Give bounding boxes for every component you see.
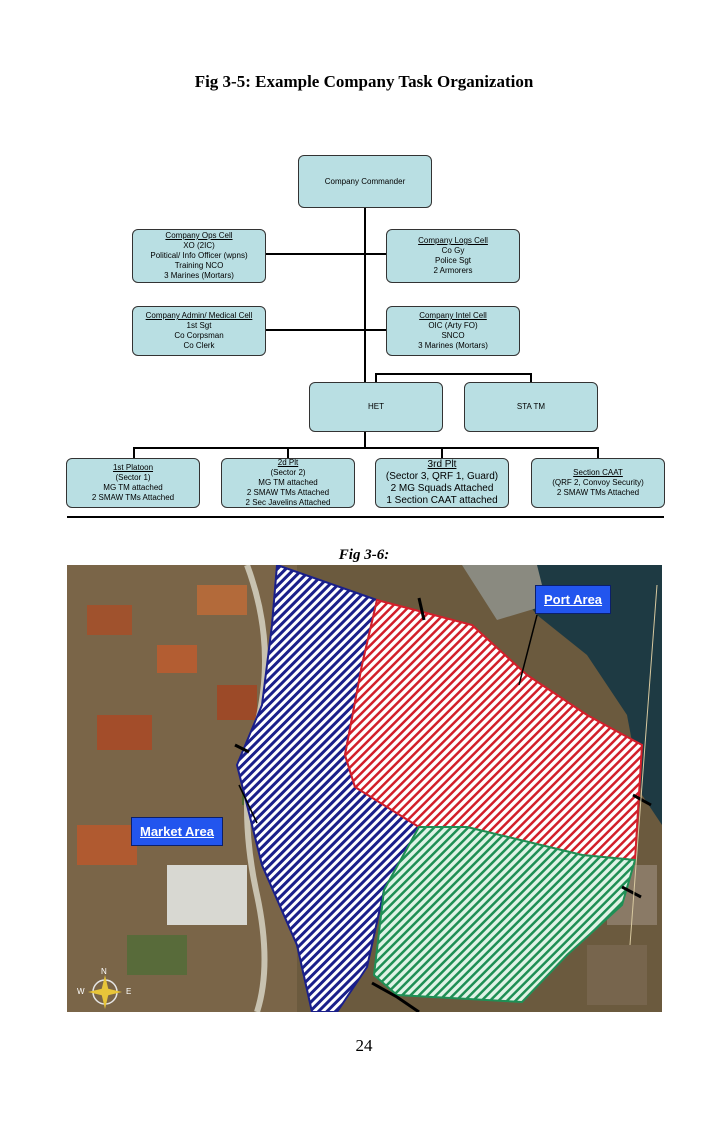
connector-logs	[365, 253, 386, 255]
ops-cell-line: Training NCO	[174, 261, 224, 270]
intel-cell-title: Company Intel Cell	[419, 311, 487, 320]
logs-cell-title: Company Logs Cell	[418, 236, 488, 245]
admin-cell-title: Company Admin/ Medical Cell	[145, 311, 253, 320]
platoon-3-line: 1 Section CAAT attached	[386, 495, 498, 506]
ops-cell-title: Company Ops Cell	[165, 231, 233, 240]
connector-het-drop	[375, 373, 377, 382]
platoon-3-line: (Sector 3, QRF 1, Guard)	[385, 471, 499, 482]
ops-cell-line: 3 Marines (Mortars)	[164, 271, 234, 280]
connector-p1-drop	[133, 447, 135, 458]
platoon-2-line: 2 SMAW TMs Attached	[246, 488, 330, 497]
intel-cell-line: OIC (Arty FO)	[428, 321, 478, 330]
het-box	[309, 382, 443, 432]
intel-cell-line: SNCO	[441, 331, 465, 340]
ops-cell-box	[132, 229, 266, 283]
ops-cell-line: Political/ Info Officer (wpns)	[150, 251, 248, 260]
sta-tm-box	[464, 382, 598, 432]
platoon-2-line: MG TM attached	[258, 478, 318, 487]
connector-p2-drop	[287, 447, 289, 458]
platoon-3-box	[375, 458, 509, 508]
figure-3-6-title: Fig 3-6:	[338, 547, 390, 563]
figure-3-5-title: Fig 3-5: Example Company Task Organization	[194, 72, 534, 91]
het-label: HET	[368, 402, 384, 411]
section-caat-line: (QRF 2, Convoy Security)	[552, 478, 644, 487]
connector-unit-bar	[133, 447, 598, 449]
connector-intel	[365, 329, 386, 331]
intel-cell-box	[386, 306, 520, 356]
platoon-2-line: (Sector 2)	[270, 468, 306, 477]
port-area-label: Port Area	[535, 585, 611, 614]
admin-cell-line: 1st Sgt	[186, 321, 212, 330]
platoon-1-line: 2 SMAW TMs Attached	[91, 493, 175, 502]
connector-support-bar	[375, 373, 531, 375]
admin-cell-line: Co Corpsman	[174, 331, 224, 340]
platoon-1-line: MG TM attached	[103, 483, 163, 492]
logs-cell-line: Co Gy	[441, 246, 465, 255]
platoon-1-title: 1st Platoon	[112, 463, 154, 472]
logs-cell-box	[386, 229, 520, 283]
market-area-label: Market Area	[131, 817, 223, 846]
compass-n-label: N	[101, 967, 107, 976]
section-caat-title: Section CAAT	[573, 468, 623, 477]
company-commander-box	[298, 155, 432, 208]
sta-tm-label: STA TM	[516, 402, 546, 411]
logs-cell-line: Police Sgt	[434, 256, 472, 265]
sector-map-image	[67, 565, 662, 1012]
logs-cell-line: 2 Armorers	[433, 266, 473, 275]
connector-sta-drop	[530, 373, 532, 382]
compass-w-label: W	[77, 987, 85, 996]
section-caat-line: 2 SMAW TMs Attached	[556, 488, 640, 497]
section-caat-box	[531, 458, 665, 508]
sector-map	[67, 565, 662, 1012]
ops-cell-line: XO (2IC)	[183, 241, 215, 250]
page-number: 24	[355, 1036, 373, 1055]
platoon-2-title: 2d Plt	[277, 458, 299, 467]
intel-cell-line: 3 Marines (Mortars)	[418, 341, 488, 350]
platoon-1-box	[66, 458, 200, 508]
compass-e-label: E	[126, 987, 132, 996]
platoon-2-line: 2 Sec Javelins Attached	[245, 498, 331, 507]
connector-caat-drop	[597, 447, 599, 458]
connector-admin	[266, 329, 365, 331]
platoon-3-line: 2 MG Squads Attached	[390, 483, 494, 494]
platoon-3-title: 3rd Plt	[427, 459, 457, 470]
section-divider	[67, 516, 664, 518]
company-commander-label: Company Commander	[324, 176, 406, 186]
platoon-1-line: (Sector 1)	[115, 473, 151, 482]
admin-cell-line: Co Clerk	[183, 341, 215, 350]
platoon-2-box	[221, 458, 355, 508]
admin-cell-box	[132, 306, 266, 356]
connector-p3-drop	[441, 447, 443, 458]
connector-ops	[266, 253, 365, 255]
